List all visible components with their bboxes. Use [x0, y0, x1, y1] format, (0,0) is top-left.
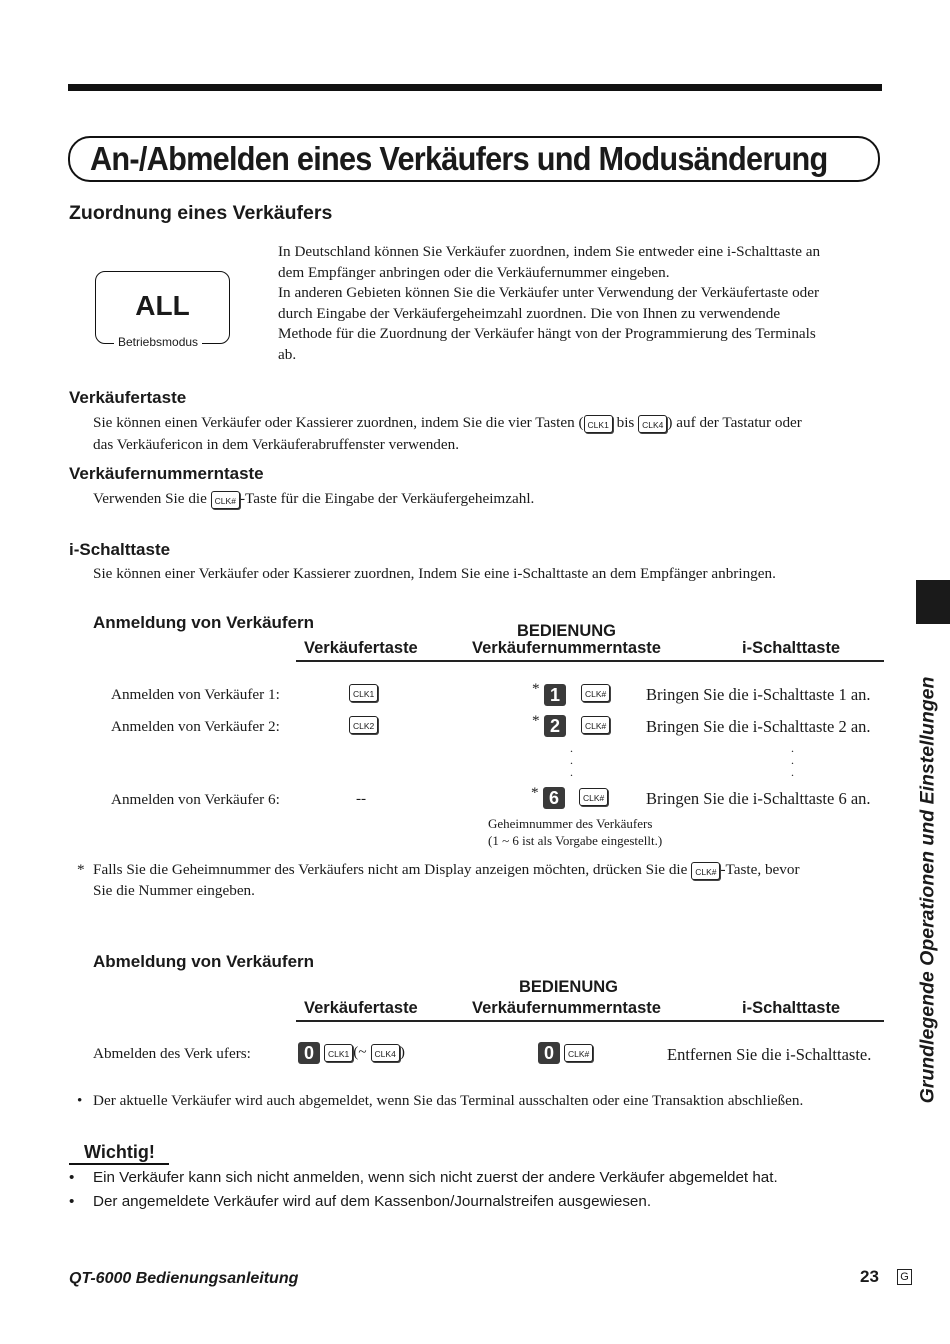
clk-hash-key: CLK#	[564, 1044, 593, 1062]
important-bullet-dot: •	[69, 1169, 75, 1186]
important-bullet-dot: •	[69, 1193, 75, 1210]
ikey-text: Sie können einer Verkäufer oder Kassierer zuordnen, Indem Sie eine i-Schalttaste an dem Empfänger anbringen.	[93, 565, 776, 582]
signon-col-clerk-number: Verkäufernummerntaste	[472, 639, 661, 657]
signon-row2-ikey: Bringen Sie die i-Schalttaste 2 an.	[646, 717, 871, 736]
top-rule	[68, 84, 882, 91]
clk-hash-key: CLK#	[211, 491, 240, 509]
important-underline	[69, 1163, 169, 1165]
range-open: (~	[353, 1043, 367, 1061]
ellipsis-dots-number: . . .	[570, 741, 573, 779]
signon-row1-number-key: 1	[544, 684, 566, 706]
page-title: An-/Abmelden eines Verkäufers und Modusänderung	[90, 140, 828, 177]
signoff-bullet-dot: •	[77, 1092, 83, 1109]
signon-row6-clk-hash-key: CLK#	[579, 788, 608, 806]
secret-number-note	[488, 815, 662, 849]
signoff-op-label: BEDIENUNG	[519, 978, 619, 996]
signon-row6-clerk-key: --	[356, 790, 367, 807]
clk4-key: CLK4	[371, 1044, 400, 1062]
assign-line: Methode für die Zuordnung der Verkäufer hängt von der Programmierung des Terminals	[278, 325, 816, 342]
signon-row1-ikey: Bringen Sie die i-Schalttaste 1 an.	[646, 685, 871, 704]
signon-row2-clerk-key: CLK2	[349, 716, 378, 734]
signon-col-ikey: i-Schalttaste	[742, 639, 841, 657]
signoff-ikey: Entfernen Sie die i-Schalttaste.	[667, 1045, 872, 1064]
signoff-clerk-key-sequence	[298, 1042, 405, 1064]
clerk-key-line2: das Verkäufericon in dem Verkäuferabruffenster verwenden.	[93, 436, 460, 453]
assign-text	[278, 242, 888, 365]
zero-key: 0	[538, 1042, 560, 1064]
mode-label: Betriebsmodus	[114, 335, 202, 349]
important-item: Ein Verkäufer kann sich nicht anmelden, wenn sich nicht zuerst der andere Verkäufer abgemeldet hat.	[93, 1169, 778, 1186]
signon-row2-label: Anmelden von Verkäufer 2:	[111, 718, 280, 735]
signon-row2-clk-hash-key: CLK#	[581, 716, 610, 734]
signoff-number-sequence	[538, 1042, 593, 1064]
signon-header-rule	[296, 660, 884, 662]
assign-line: In anderen Gebieten können Sie die Verkäufer unter Verwendung der Verkäufertaste oder	[278, 284, 820, 301]
zero-key: 0	[298, 1042, 320, 1064]
signon-row1-clerk-key: CLK1	[349, 684, 378, 702]
footer-manual-title: QT-6000 Bedienungsanleitung	[69, 1270, 299, 1287]
side-tab-marker	[916, 580, 950, 624]
signon-op-label: BEDIENUNG	[517, 622, 617, 640]
signon-row2-star: *	[532, 712, 540, 729]
clk1-key: CLK1	[584, 415, 613, 433]
assign-line: dem Empfänger anbringen oder die Verkäufernummer eingeben.	[278, 263, 670, 281]
signon-row6-ikey: Bringen Sie die i-Schalttaste 6 an.	[646, 789, 871, 808]
signon-row6-star: *	[531, 784, 539, 801]
note-line: (1 ~ 6 ist als Vorgabe eingestellt.)	[488, 833, 663, 848]
footnote-star: *	[77, 861, 85, 878]
signoff-bullet: Der aktuelle Verkäufer wird auch abgemeldet, wenn Sie das Terminal ausschalten oder eine Transaktion abschließen.	[93, 1092, 804, 1109]
ikey-heading: i-Schalttaste	[69, 540, 171, 559]
signoff-heading: Abmeldung von Verkäufern	[93, 952, 315, 971]
text: Falls Sie die Geheimnummer des Verkäufers nicht am Display anzeigen möchten, drücken Sie die	[93, 861, 688, 878]
clerk-number-heading: Verkäufernummerntaste	[69, 464, 264, 483]
assign-heading: Zuordnung eines Verkäufers	[69, 202, 333, 224]
signoff-header-rule	[296, 1020, 884, 1022]
mode-key-all: ALL	[135, 290, 190, 321]
language-marker: G	[897, 1269, 912, 1285]
footnote-clk-hash-key: CLK#	[691, 862, 720, 880]
signoff-col-ikey: i-Schalttaste	[742, 999, 841, 1017]
signon-col-clerk-key: Verkäufertaste	[304, 639, 418, 657]
ellipsis-dots-ikey: . . .	[791, 741, 794, 779]
page-number: 23	[860, 1267, 879, 1286]
range-close: )	[399, 1043, 405, 1061]
signoff-col-clerk-number: Verkäufernummerntaste	[472, 999, 661, 1017]
assign-line: ab.	[278, 345, 297, 363]
clerk-key-heading: Verkäufertaste	[69, 388, 187, 407]
text: bis	[616, 414, 635, 431]
signon-row1-star: *	[532, 680, 540, 697]
signon-heading: Anmeldung von Verkäufern	[93, 613, 315, 632]
footnote-line2: Sie die Nummer eingeben.	[93, 882, 255, 899]
text: -Taste, bevor	[720, 861, 800, 878]
signon-row1-label: Anmelden von Verkäufer 1:	[111, 686, 280, 703]
clk1-key: CLK1	[324, 1044, 353, 1062]
clerk-number-text	[93, 489, 534, 510]
signon-row1-clk-hash-key: CLK#	[581, 684, 610, 702]
clerk-key-line1	[93, 413, 802, 434]
clk4-key: CLK4	[638, 415, 667, 433]
side-chapter-label: Grundlegende Operationen und Einstellungen	[916, 676, 939, 1104]
important-heading: Wichtig!	[84, 1142, 155, 1162]
footnote-line1	[93, 860, 800, 881]
assign-line: In Deutschland können Sie Verkäufer zuordnen, indem Sie entweder eine i-Schalttaste an	[278, 243, 821, 260]
signon-row6-number-key: 6	[543, 787, 565, 809]
signoff-label: Abmelden des Verk ufers:	[93, 1045, 251, 1062]
signon-row2-number-key: 2	[544, 715, 566, 737]
note-line: Geheimnummer des Verkäufers	[488, 816, 653, 831]
assign-line: durch Eingabe der Verkäufergeheimzahl zuordnen. Die von Ihnen zu verwendende	[278, 304, 781, 322]
signoff-col-clerk-key: Verkäufertaste	[304, 999, 418, 1017]
text: -Taste für die Eingabe der Verkäufergeheimzahl.	[239, 490, 535, 507]
text: Verwenden Sie die	[93, 490, 207, 507]
text: Sie können einen Verkäufer oder Kassierer zuordnen, indem Sie die vier Tasten (	[93, 414, 584, 431]
important-item: Der angemeldete Verkäufer wird auf dem Kassenbon/Journalstreifen ausgewiesen.	[93, 1193, 652, 1210]
text: ) auf der Tastatur oder	[667, 414, 802, 431]
signon-row6-label: Anmelden von Verkäufer 6:	[111, 791, 280, 808]
